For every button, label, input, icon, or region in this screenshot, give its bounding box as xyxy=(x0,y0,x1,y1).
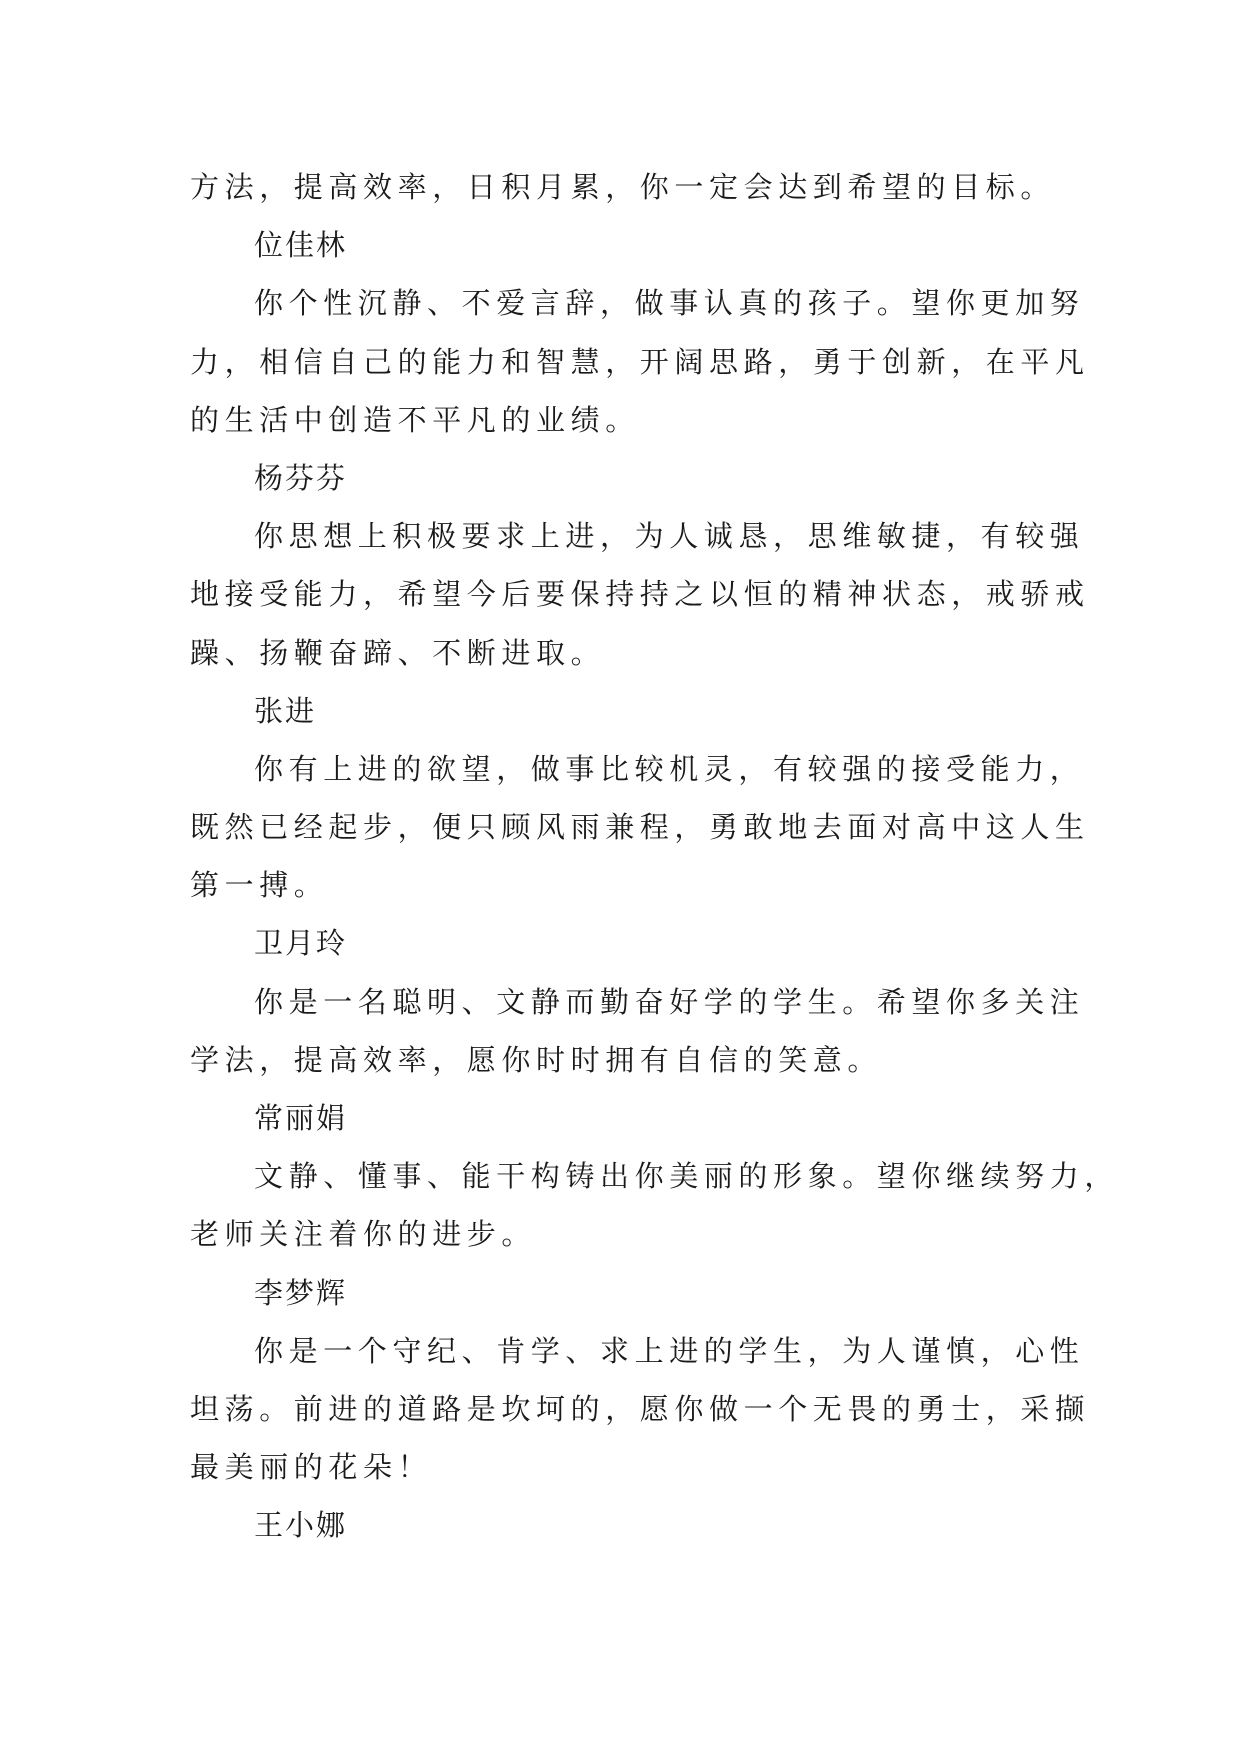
body-line: 方法，提高效率，日积月累，你一定会达到希望的目标。 xyxy=(190,170,1056,204)
body-line: 力，相信自己的能力和智慧，开阔思路，勇于创新，在平凡 xyxy=(190,344,1090,379)
student-name: 张进 xyxy=(254,693,317,728)
student-name: 位佳林 xyxy=(254,228,348,263)
body-line: 你是一个守纪、肯学、求上进的学生，为人谨慎，心性 xyxy=(254,1333,1085,1368)
body-line: 地接受能力，希望今后要保持持之以恒的精神状态，戒骄戒 xyxy=(190,577,1090,612)
body-line: 文静、懂事、能干构铸出你美丽的形象。望你继续努力， xyxy=(254,1159,1120,1194)
student-name: 卫月玲 xyxy=(254,926,348,961)
body-line: 躁、扬鞭奋蹄、不断进取。 xyxy=(190,635,606,670)
document-page xyxy=(190,158,1120,1555)
body-line: 你思想上积极要求上进，为人诚恳，思维敏捷，有较强 xyxy=(254,519,1085,554)
body-line: 既然已经起步，便只顾风雨兼程，勇敢地去面对高中这人生 xyxy=(190,810,1090,845)
student-name: 王小娜 xyxy=(254,1508,348,1543)
body-line: 你有上进的欲望，做事比较机灵，有较强的接受能力， xyxy=(254,751,1085,786)
body-line: 坦荡。前进的道路是坎坷的，愿你做一个无畏的勇士，采撷 xyxy=(190,1391,1090,1426)
body-line: 学法，提高效率，愿你时时拥有自信的笑意。 xyxy=(190,1042,883,1077)
body-line: 第一搏。 xyxy=(190,868,329,903)
body-line: 老师关注着你的进步。 xyxy=(190,1217,537,1252)
body-line: 最美丽的花朵！ xyxy=(190,1450,433,1485)
student-name: 常丽娟 xyxy=(254,1101,348,1135)
body-line: 你是一名聪明、文静而勤奋好学的学生。希望你多关注 xyxy=(254,984,1085,1019)
body-line: 你个性沉静、不爱言辞，做事认真的孩子。望你更加努 xyxy=(254,286,1085,321)
student-name: 杨芬芬 xyxy=(254,460,348,495)
student-name: 李梦辉 xyxy=(254,1275,348,1310)
body-line: 的生活中创造不平凡的业绩。 xyxy=(190,402,640,437)
